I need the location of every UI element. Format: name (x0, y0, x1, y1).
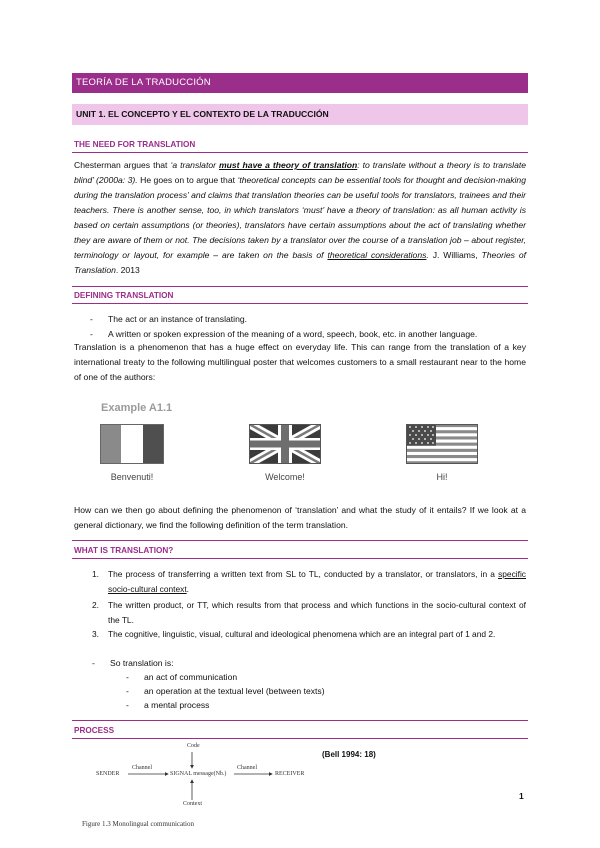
section-title-defining: DEFINING TRANSLATION (74, 291, 174, 300)
us-flag (406, 424, 478, 464)
page-number: 1 (519, 791, 524, 801)
diagram-arrows (90, 748, 330, 808)
diagram-context: Context (183, 801, 202, 807)
citation: (Bell 1994: 18) (322, 750, 376, 759)
caption-benvenuti: Benvenuti! (110, 472, 154, 482)
dictionary-paragraph: How can we then go about defining the phenomenon of ‘translation’ and what the study of it entails? If we look at a general dictionary, we find the following definition of the term translation. (74, 505, 526, 530)
diagram-channel-2: Channel (237, 765, 257, 771)
section-rule (72, 738, 528, 739)
course-title-banner (72, 73, 528, 93)
need-paragraph: Chesterman argues that ‘a translator must have a theory of translation: to translate without a theory is to translate blind’ (2000a: 3). He goes on to argue that ‘theoretical concepts can be essential tools for thought and decision-making during the translation process’ and claims that translation theories can be useful tools for translators, trainees and their teachers. There is another sense, too, in which translators ‘must’ have a theory of translation: as all human activity is based on certain assumptions (or theories), translators have certain assumptions about the act of translating whether they are aware of them or not. The decisions taken by a translator over the course of a translation job – about register, terminology or layout, for example – are taken on the basis of theoretical considerations. J. Williams, Theories of Translation. 2013 (74, 160, 527, 275)
unit-title: UNIT 1. EL CONCEPTO Y EL CONTEXTO DE LA TRADUCCIÓN (76, 109, 329, 119)
numbered-item-1: 1. The process of transferring a written text from SL to TL, conducted by a translator, or translators, in a specific socio-cultural context. (92, 569, 526, 594)
section-rule (72, 540, 528, 541)
section-title-need: THE NEED FOR TRANSLATION (74, 140, 196, 149)
section-title-what: WHAT IS TRANSLATION? (74, 546, 174, 555)
caption-hi: Hi! (436, 472, 448, 482)
section-rule (72, 303, 528, 304)
numbered-item-2: 2. The written product, or TT, which results from that process and which functions in the socio-cultural context of the TL. (92, 600, 526, 625)
section-title-process: PROCESS (74, 726, 115, 735)
diagram-code: Code (187, 743, 200, 749)
numbered-item-3: 3. The cognitive, linguistic, visual, cultural and ideological phenomena which are an integral part of 1 and 2. (92, 629, 496, 639)
caption-welcome: Welcome! (265, 472, 305, 482)
diagram-signal: SIGNAL message(Nb.) (170, 771, 227, 777)
diagram-receiver: RECEIVER (275, 771, 305, 777)
diagram-caption: Figure 1.3 Monolingual communication (82, 820, 194, 828)
section-rule (72, 720, 528, 721)
course-title: TEORÍA DE LA TRADUCCIÓN (76, 77, 211, 88)
section-rule (72, 558, 528, 559)
union-jack-flag (249, 424, 321, 464)
example-label: Example A1.1 (101, 402, 173, 414)
italian-flag (100, 424, 164, 464)
section-rule (72, 152, 528, 153)
unit-title-banner (72, 104, 528, 125)
defining-paragraph: Translation is a phenomenon that has a huge effect on everyday life. This can range from the translation of a key international treaty to the following multilingual poster that welcomes customers to a small restaurant near to the home of one of the authors: (74, 342, 526, 382)
section-rule (72, 286, 528, 287)
diagram-channel-1: Channel (132, 765, 152, 771)
diagram-sender: SENDER (96, 771, 120, 777)
